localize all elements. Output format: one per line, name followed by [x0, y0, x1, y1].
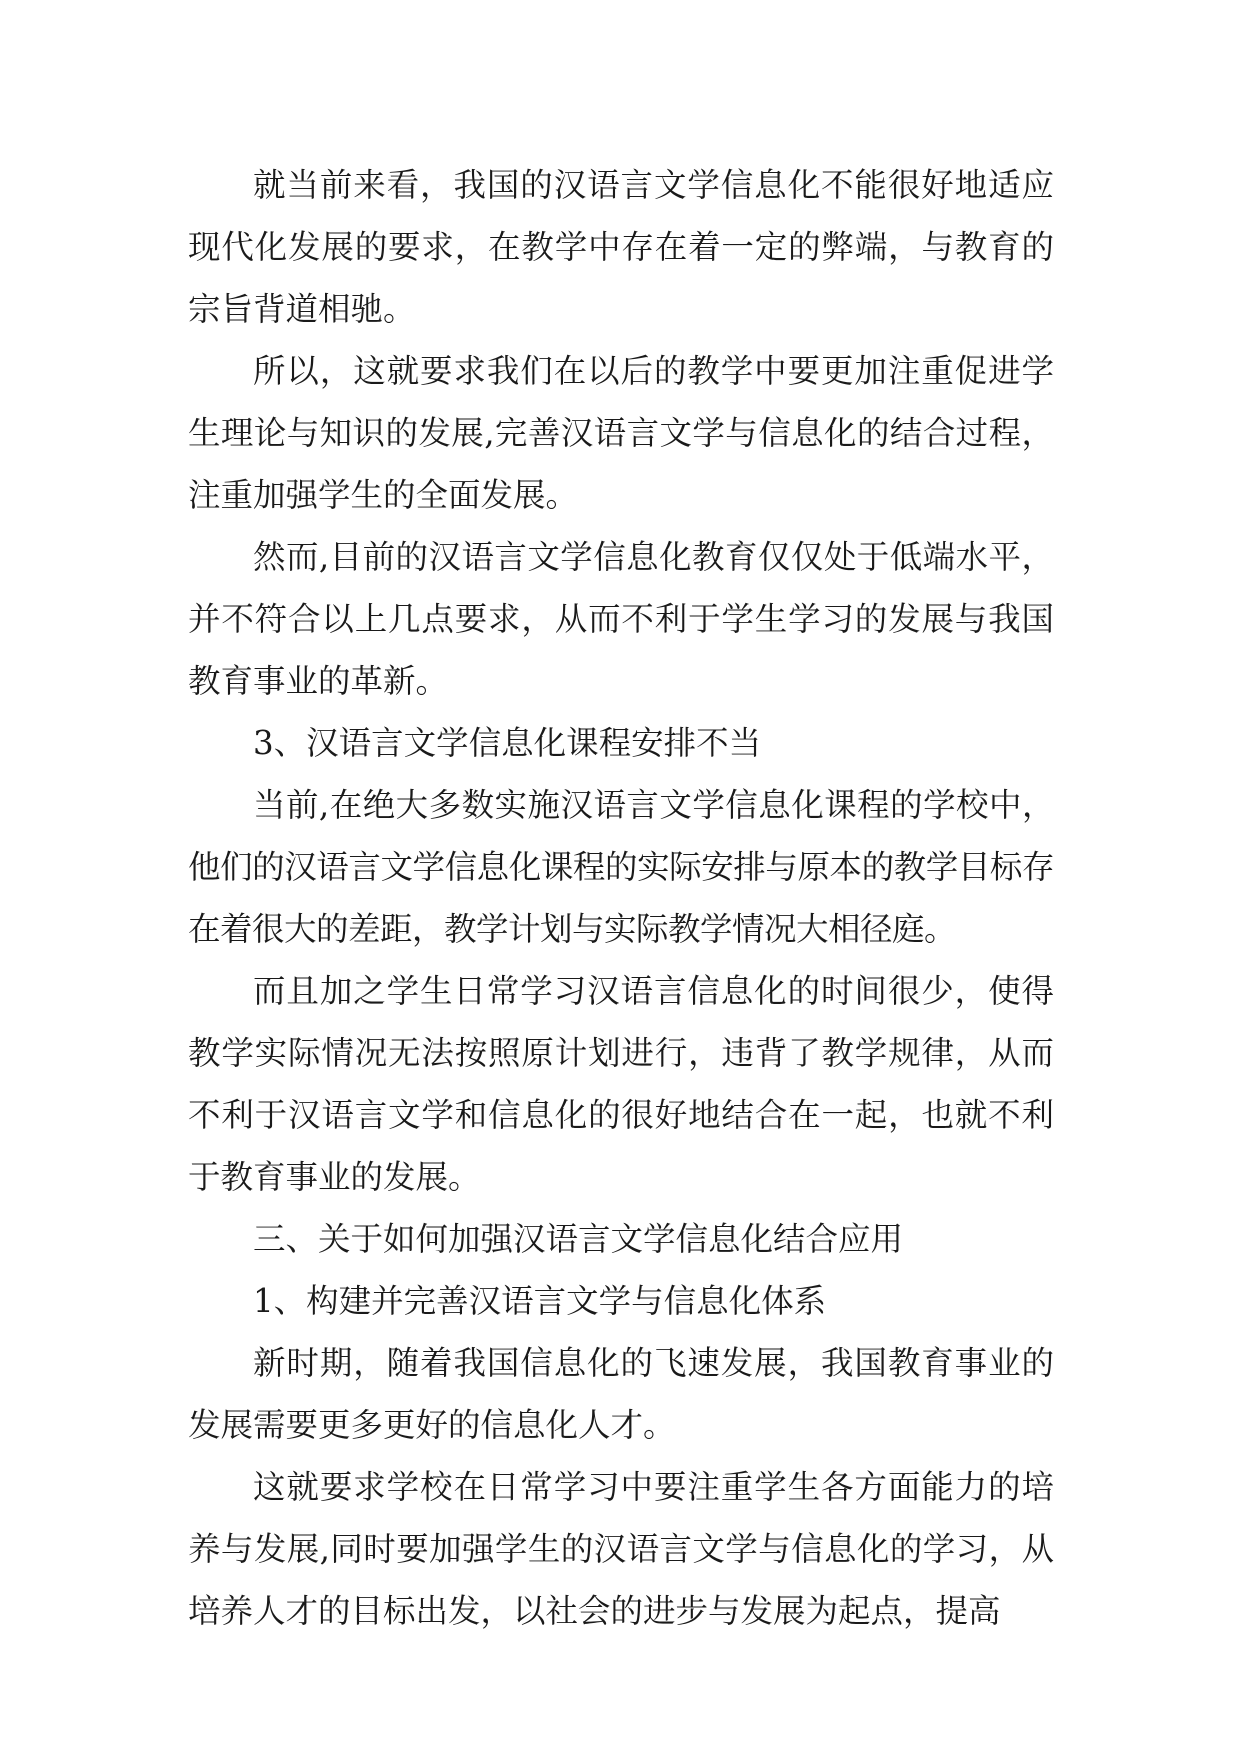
paragraph: 而且加之学生日常学习汉语言信息化的时间很少，使得教学实际情况无法按照原计划进行，违背了教学规律，从而不利于汉语言文学和信息化的很好地结合在一起，也就不利于教育事业的发展。 — [188, 972, 1054, 1196]
paragraph: 当前,在绝大多数实施汉语言文学信息化课程的学校中，他们的汉语言文学信息化课程的实际安排与原本的教学目标存在着很大的差距，教学计划与实际教学情况大相径庭。 — [188, 786, 1054, 948]
paragraph: 所以，这就要求我们在以后的教学中要更加注重促进学生理论与知识的发展,完善汉语言文学与信息化的结合过程，注重加强学生的全面发展。 — [188, 352, 1054, 514]
section-heading: 3、汉语言文学信息化课程安排不当 — [253, 724, 762, 762]
section-heading: 三、关于如何加强汉语言文学信息化结合应用 — [253, 1220, 904, 1258]
subsection-heading: 1、构建并完善汉语言文学与信息化体系 — [253, 1282, 827, 1320]
paragraph: 这就要求学校在日常学习中要注重学生各方面能力的培养与发展,同时要加强学生的汉语言文学与信息化的学习，从培养人才的目标出发，以社会的进步与发展为起点，提高 — [188, 1468, 1054, 1630]
paragraph: 新时期，随着我国信息化的飞速发展，我国教育事业的发展需要更多更好的信息化人才。 — [188, 1344, 1054, 1444]
document-page — [188, 154, 1054, 1642]
paragraph: 然而,目前的汉语言文学信息化教育仅仅处于低端水平，并不符合以上几点要求，从而不利于学生学习的发展与我国教育事业的革新。 — [188, 538, 1054, 700]
paragraph: 就当前来看，我国的汉语言文学信息化不能很好地适应现代化发展的要求，在教学中存在着一定的弊端，与教育的宗旨背道相驰。 — [188, 166, 1054, 328]
